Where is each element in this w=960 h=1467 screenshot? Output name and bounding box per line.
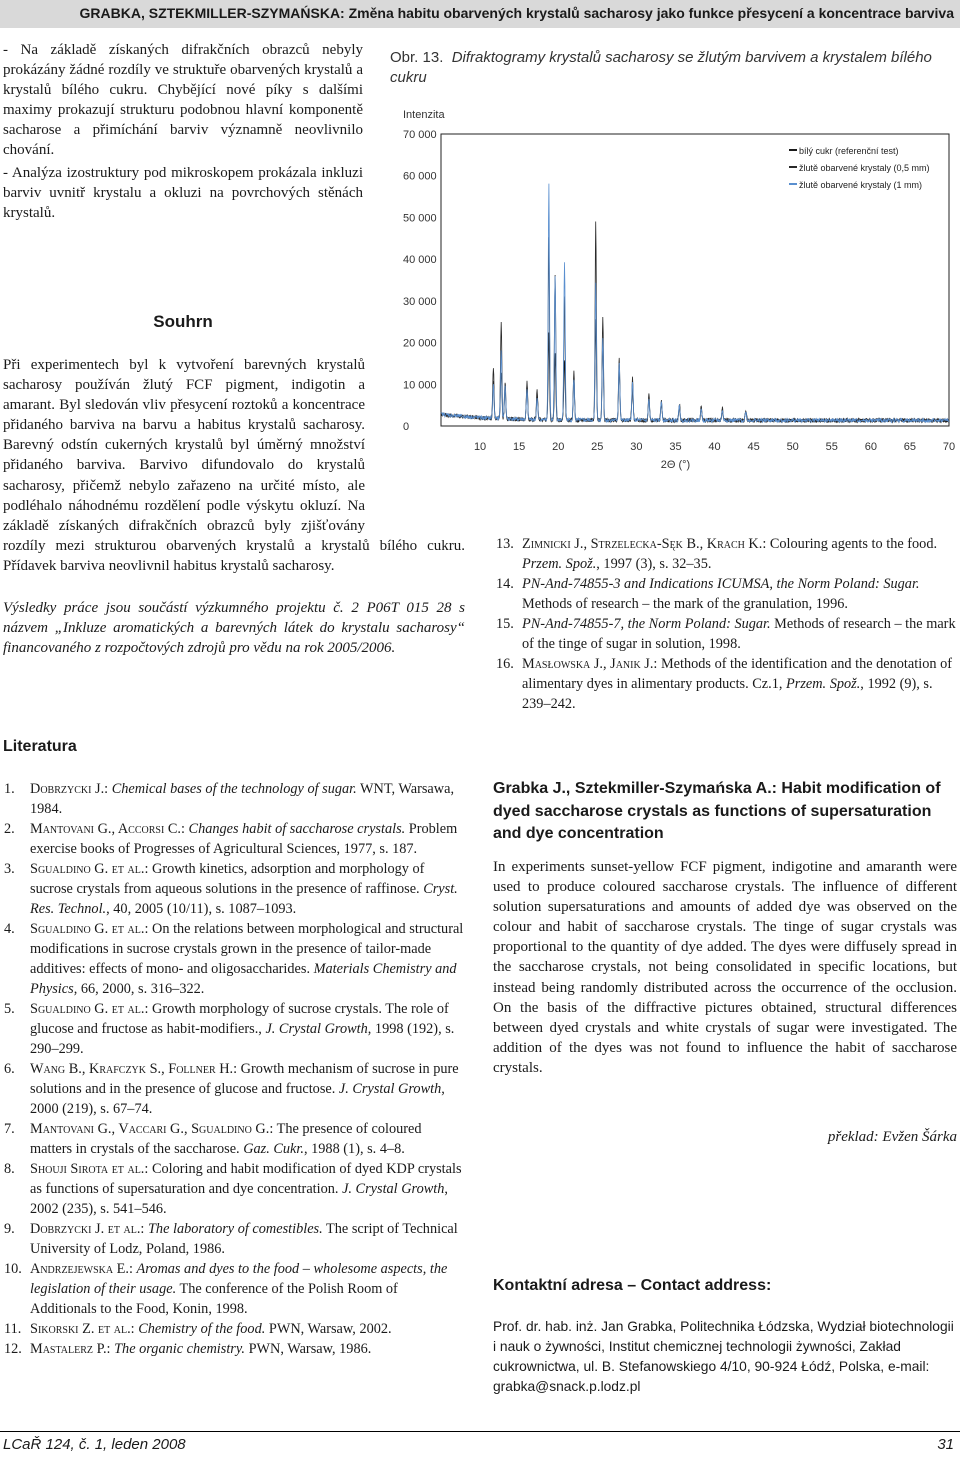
reference-details: Methods of research – the mark of the granulation, 1996. [522, 596, 848, 612]
y-tick-label: 60 000 [403, 170, 437, 183]
conclusion-bullet-2: - Analýza izostruktury pod mikroskopem prokázala inkluzi barviv uvnitř krystalu a okluzi na povrchových stěnách krystalů. [3, 164, 363, 221]
page-number: 31 [937, 1436, 954, 1453]
reference-authors: Shouji Sirota et al. [30, 1161, 145, 1177]
reference-authors: Dobrzycki J. [30, 781, 105, 797]
reference-authors: Wang B., Krafczyk S., Follner H. [30, 1061, 234, 1077]
reference-details: PWN, Warsaw, 1986. [245, 1341, 372, 1357]
reference-item: 7. Mantovani G., Vaccari G., Sgualdino G.: The presence of coloured matters in crystals of the saccharose. Gaz. Cukr., 1988 (1), s. 4–8. [4, 1121, 422, 1157]
reference-item: 3. Sgualdino G. et al.: Growth kinetics, adsorption and morphology of sucrose crystals from aqueous solutions in the presence of raffinose. Cryst. Res. Technol., 40, 2005 (10/11), s. 1087–1093. [4, 861, 458, 917]
reference-title: PN-And-74855-7, the Norm Poland: Sugar. [522, 616, 771, 632]
reference-item: 11. Sikorski Z. et al.: Chemistry of the food. PWN, Warsaw, 2002. [4, 1321, 392, 1337]
reference-journal: J. Crystal Growth [342, 1181, 445, 1197]
reference-number: 14. [496, 576, 514, 592]
project-acknowledgement: Výsledky práce jsou součástí výzkumného projektu č. 2 P06T 015 28 s názvem „Inkluze aromatických a barevných látek do krystalu sacharosy“ financovaného z rozpočtových zdrojů pro vědu na rok 2005/2006. [3, 600, 465, 657]
reference-journal: J. Crystal Growth [265, 1021, 368, 1037]
reference-authors: Mantovani G., Vaccari G., Sgualdino G. [30, 1121, 270, 1137]
reference-number: 5. [4, 1001, 15, 1017]
legend-entry: žlutě obarvené krystaly (1 mm) [799, 180, 923, 190]
reference-item: 9. Dobrzycki J. et al.: The laboratory of comestibles. The script of Technical University of Lodz, Poland, 1986. [4, 1221, 458, 1257]
reference-details: , 2000 (219), s. 67–74. [30, 1081, 445, 1117]
reference-text: Growth kinetics, adsorption and morphology of sucrose crystals from aqueous solutions in the presence of raffinose. [30, 861, 425, 897]
reference-item: 1. Dobrzycki J.: Chemical bases of the technology of sugar. WNT, Warsawa, 1984. [4, 781, 455, 817]
reference-item: 4. Sgualdino G. et al.: On the relations between morphological and structural modifications in sucrose crystals grown in the presence of tailor-made additives: effects of mono- and oligosaccharides. Materials Chemistry and Physics, 66, 2000, s. 316–322. [4, 921, 464, 997]
translation-credit: překlad: Evžen Šárka [827, 1129, 957, 1145]
y-axis-label: Intenzita [403, 109, 445, 121]
reference-number: 2. [4, 821, 15, 837]
reference-text: Methods of the identification and the denotation of alimentary dyes in alimentary products. Cz.1, [522, 656, 952, 692]
conclusion-bullets [3, 40, 363, 223]
reference-item: 2. Mantovani G., Accorsi C.: Changes habit of saccharose crystals. Problem exercise books of Progresses of Agricultural Sciences, 1977, s. 187. [4, 821, 458, 857]
reference-details: The script of Technical University of Lodz, Poland, 1986. [30, 1221, 458, 1257]
reference-details: , 40, 2005 (10/11), s. 1087–1093. [106, 901, 297, 917]
reference-authors: Sgualdino G. et al. [30, 921, 145, 937]
reference-text: Growth mechanism of sucrose in pure solutions and in the presence of glucose and fructose. [30, 1061, 459, 1097]
reference-journal: Przem. Spož. [786, 676, 861, 692]
reference-title: Chemical bases of the technology of sugar. [111, 781, 357, 797]
reference-number: 12. [4, 1341, 22, 1357]
reference-details: WNT, Warsawa, 1984. [30, 781, 455, 817]
reference-authors: Dobrzycki J. et al. [30, 1221, 141, 1237]
x-tick-label: 20 [552, 441, 565, 453]
reference-authors: Sikorski Z. et al. [30, 1321, 131, 1337]
y-tick-label: 40 000 [403, 254, 437, 267]
reference-number: 13. [496, 536, 514, 552]
reference-number: 7. [4, 1121, 15, 1137]
reference-number: 15. [496, 616, 514, 632]
reference-item [492, 574, 958, 614]
figure-caption [390, 48, 960, 88]
reference-title: Changes habit of saccharose crystals. [188, 821, 406, 837]
reference-details: , 2002 (235), s. 541–546. [30, 1181, 448, 1217]
reference-number: 8. [4, 1161, 15, 1177]
reference-text: Coloring and habit modification of dyed KDP crystals as functions of supersaturation and dye concentration. [30, 1161, 462, 1197]
reference-text: Growth morphology of sucrose crystals. The role of glucose and fructose as habit-modifiers., [30, 1001, 449, 1037]
reference-item: 8. Shouji Sirota et al.: Coloring and habit modification of dyed KDP crystals as functions of supersaturation and dye concentration. J. Crystal Growth, 2002 (235), s. 541–546. [4, 1161, 462, 1217]
reference-title: Chemistry of the food. [138, 1321, 266, 1337]
x-tick-label: 60 [864, 441, 877, 453]
reference-number: 16. [496, 656, 514, 672]
reference-item: 13. Zimnicki J., Strzelecka-Sęk B., Krach K.: Colouring agents to the food. Przem. Spož., 1997 (3), s. 32–35. [496, 536, 938, 572]
reference-list-continued [492, 534, 958, 714]
souhrn-body: Při experimentech byl k vytvoření barevných krystalů sacharosy používán žlutý FCF pigment, indigotin a amarant. Byl sledován vliv přesycení roztoků a koncentrace přidaného barviva na barvu a habitus krystalů sacharosy. Barevný odstín cukerných krystalů byl úměrný množství přidaného barviva. Barvivo difundovalo do krystalů sacharosy, přičemž nebylo zařazeno na určité místo, ale podléhalo náhodnému rozdělení podle výskytu okluzí. Na základě získaných difrakčních obrazců byly zjišťovány rozdíly mezi strukturou obarvených krystalů a krystalů bílého cukru. Přídavek barviva neovlivnil habitus krystalů sacharosy. [3, 357, 465, 574]
reference-details: The conference of the Polish Room of Additionals to the Food, Konin, 1998. [30, 1281, 398, 1317]
reference-journal: Gaz. Cukr. [243, 1141, 304, 1157]
x-tick-label: 25 [591, 441, 604, 453]
reference-title: The organic chemistry. [114, 1341, 245, 1357]
reference-item: 5. Sgualdino G. et al.: Growth morphology of sucrose crystals. The role of glucose and fructose as habit-modifiers., J. Crystal Growth, 1998 (192), s. 290–299. [4, 1001, 455, 1057]
x-tick-label: 30 [630, 441, 643, 453]
series-line [441, 184, 949, 423]
y-tick-label: 10 000 [403, 379, 437, 392]
reference-number: 9. [4, 1221, 15, 1237]
reference-details: Problem exercise books of Progresses of Agricultural Sciences, 1977, s. 187. [30, 821, 458, 857]
reference-item [492, 614, 958, 654]
reference-authors: Zimnicki J., Strzelecka-Sęk B., Krach K. [522, 536, 763, 552]
legend-entry: žlutě obarvené krystaly (0,5 mm) [799, 163, 930, 173]
x-tick-label: 40 [708, 441, 721, 453]
reference-journal: Materials Chemistry and Physics [30, 961, 457, 997]
souhrn-heading: Souhrn [153, 312, 213, 331]
reference-details: , 1998 (192), s. 290–299. [30, 1021, 455, 1057]
figure-label: Obr. 13. [390, 49, 444, 66]
reference-text: Colouring agents to the food. [769, 536, 938, 552]
y-tick-label: 30 000 [403, 295, 437, 308]
y-tick-label: 20 000 [403, 337, 437, 350]
reference-item: 12. Mastalerz P.: The organic chemistry. PWN, Warsaw, 1986. [4, 1341, 372, 1357]
running-header [0, 0, 960, 28]
reference-journal: J. Crystal Growth [338, 1081, 442, 1097]
reference-text: On the relations between morphological and structural modifications in sucrose crystals grown in the presence of tailor-made additives: effects of mono- and oligosaccharides. [30, 921, 464, 977]
reference-list [0, 779, 467, 1359]
series-line [441, 319, 949, 422]
y-tick-label: 50 000 [403, 212, 437, 225]
y-tick-label: 0 [403, 421, 410, 433]
reference-authors: Mastalerz P. [30, 1341, 107, 1357]
reference-title: Aromas and dyes to the food – wholesome aspects, the legislation of their usage. [30, 1261, 448, 1297]
reference-number: 10. [4, 1261, 22, 1277]
reference-number: 11. [4, 1321, 22, 1337]
journal-issue: LCaŘ 124, č. 1, leden 2008 [3, 1436, 186, 1453]
x-tick-label: 45 [747, 441, 760, 453]
reference-item: 6. Wang B., Krafczyk S., Follner H.: Growth mechanism of sucrose in pure solutions and in the presence of glucose and fructose. J. Crystal Growth, 2000 (219), s. 67–74. [4, 1061, 459, 1117]
x-tick-label: 10 [473, 441, 487, 453]
legend-entry: bílý cukr (referenční test) [799, 146, 899, 156]
running-title: GRABKA, SZTEKMILLER-SZYMAŃSKA: Změna habitu obarvených krystalů sacharosy jako funkce přesycení a koncentrace barviva [79, 5, 954, 21]
reference-details: PWN, Warsaw, 2002. [265, 1321, 392, 1337]
reference-item: 16. Masłowska J., Janik J.: Methods of the identification and the denotation of alimentary dyes in alimentary products. Cz.1, Przem. Spož., 1992 (9), s. 239–242. [496, 656, 952, 712]
reference-authors: Masłowska J., Janik J. [522, 656, 654, 672]
reference-number: 4. [4, 921, 15, 937]
reference-authors: Sgualdino G. et al. [30, 861, 145, 877]
english-abstract-title: Grabka J., Sztekmiller-Szymańska A.: Habit modification of dyed saccharose crystals as functions of supersaturation and dye concentration [493, 780, 941, 842]
reference-details: , 1997 (3), s. 32–35. [596, 556, 712, 572]
series-line [441, 222, 949, 423]
reference-details: , 1988 (1), s. 4–8. [303, 1141, 405, 1157]
reference-title: PN-And-74855-3 and Indications ICUMSA, the Norm Poland: Sugar. [522, 576, 920, 592]
reference-details: Methods of research – the mark of the tinge of sugar in solution, 1998. [522, 616, 956, 652]
contact-address: Prof. dr. hab. inż. Jan Grabka, Politechnika Łódzska, Wydział biotechnologii i nauk o żywności, Institut chemicznej technologii żywności, Zakład cukrownictwa, ul. B. Stefanowskiego 4/10, 90-924 Łódź, Polska, e-mail: grabka@snack.p.lodz.pl [493, 1319, 954, 1394]
x-tick-label: 35 [669, 441, 682, 453]
reference-item: 10. Andrzejewska E.: Aromas and dyes to the food – wholesome aspects, the legislation of their usage. The conference of the Polish Room of Additionals to the Food, Konin, 1998. [4, 1261, 448, 1317]
x-tick-label: 70 [942, 441, 955, 453]
reference-number: 1. [4, 781, 15, 797]
conclusion-bullet-1: - Na základě získaných difrakčních obrazců nebyly prokázány žádné rozdíly ve struktuře obarvených krystalů a krystalů bílého cukru. Chybějící nové píky s dalšími maximy prokazují strukturu podobnou hlavní komponentě sacharose a přimíchání barviv významně neovlivnilo chování. [3, 42, 363, 159]
english-abstract-text: In experiments sunset-yellow FCF pigment, indigotine and amaranth were used to produce coloured saccharose crystals. The influence of different solution supersaturations and amounts of added dye was observed on the colour and habit of saccharose crystals. The tinge of sugar crystals was proportional to the quantity of dye added. The dyes were diffusely spread in the saccharose crystals, not being consolidated in specific locations, but instead being randomly distributed across the occurrence of the occlusion. On the basis of the diffractive pictures obtained, structural differences between dyed crystals and white crystals of sugar were investigated. The addition of the dyes was not found to influence the habit of saccharose crystals. [493, 859, 957, 1076]
x-tick-label: 65 [903, 441, 917, 453]
literatura-heading: Literatura [3, 738, 77, 755]
y-tick-label: 70 000 [403, 129, 437, 141]
figure-caption-text: Difraktogramy krystalů sacharosy se žlutým barvivem a krystalem bílého cukru [390, 49, 932, 86]
reference-details: , 66, 2000, s. 316–322. [73, 981, 205, 997]
contact-heading: Kontaktní adresa – Contact address: [493, 1277, 772, 1294]
x-tick-label: 50 [786, 441, 799, 453]
reference-text: The presence of coloured matters in crystals of the saccharose. [30, 1121, 422, 1157]
plot-frame [441, 134, 949, 426]
diffractogram-chart [393, 96, 955, 486]
reference-details: , 1992 (9), s. 239–242. [522, 676, 933, 712]
reference-number: 6. [4, 1061, 15, 1077]
reference-number: 3. [4, 861, 15, 877]
reference-title: The laboratory of comestibles. [147, 1221, 323, 1237]
footer-rule [0, 1431, 960, 1432]
x-tick-label: 15 [513, 441, 526, 453]
reference-authors: Andrzejewska E. [30, 1261, 129, 1277]
reference-journal: Cryst. Res. Technol. [30, 881, 458, 917]
x-tick-label: 55 [825, 441, 838, 453]
reference-journal: Przem. Spož. [522, 556, 597, 572]
reference-authors: Sgualdino G. et al. [30, 1001, 145, 1017]
reference-authors: Mantovani G., Accorsi C. [30, 821, 181, 837]
x-axis-label: 2Θ (°) [660, 459, 691, 471]
